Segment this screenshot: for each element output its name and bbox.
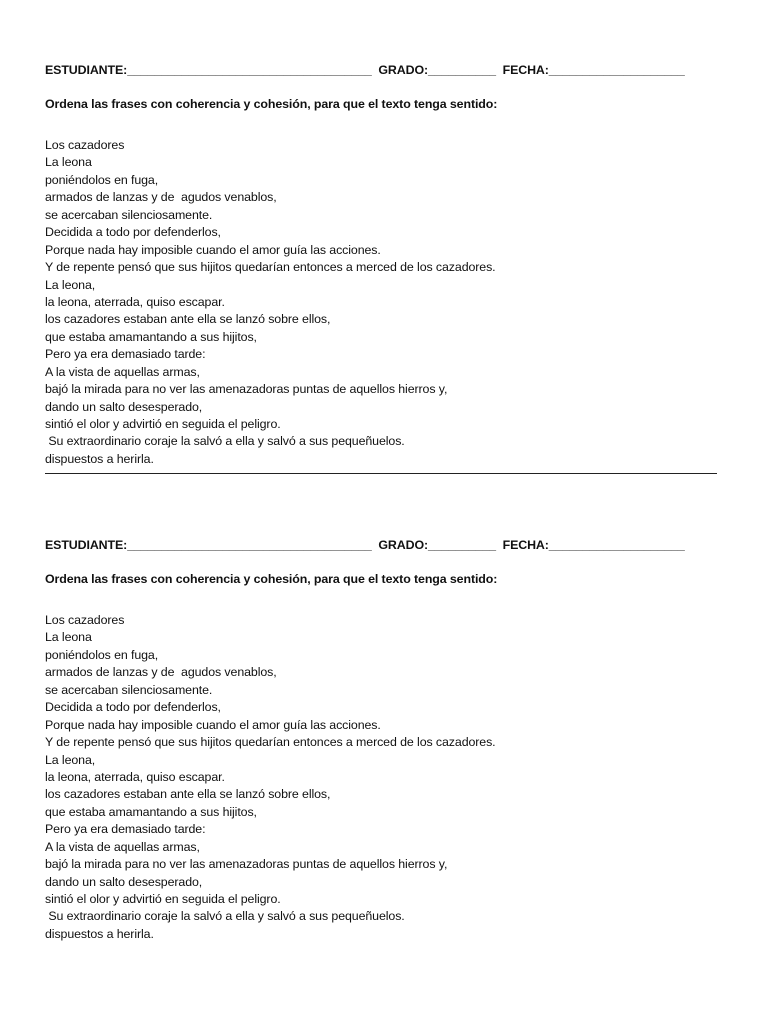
phrase-item: La leona: [45, 630, 92, 645]
phrase-item: dando un salto desesperado,: [45, 399, 203, 414]
phrase-item: sintió el olor y advirtió en seguida el peligro.: [45, 417, 281, 431]
phrase-item: La leona,: [45, 752, 96, 767]
phrase-item: que estaba amamantando a sus hijitos,: [45, 329, 257, 344]
phrase-item: Pero ya era demasiado tarde:: [45, 347, 206, 362]
phrase-item: Su extraordinario coraje la salvó a ella y salvó a sus pequeñuelos.: [45, 909, 405, 924]
phrase-item: que estaba amamantando a sus hijitos,: [45, 804, 257, 819]
phrase-item: la leona, aterrada, quiso escapar.: [45, 769, 225, 784]
phrase-item: dispuestos a herirla.: [45, 926, 154, 941]
phrase-item: A la vista de aquellas armas,: [45, 364, 200, 379]
phrase-item: se acercaban silenciosamente.: [45, 207, 213, 222]
phrase-item: armados de lanzas y de agudos venablos,: [45, 665, 277, 680]
phrase-item: bajó la mirada para no ver las amenazadoras puntas de aquellos hierros y,: [45, 382, 448, 397]
phrase-item: poniéndolos en fuga,: [45, 647, 159, 662]
phrase-item: Los cazadores: [45, 138, 125, 152]
phrase-item: bajó la mirada para no ver las amenazadoras puntas de aquellos hierros y,: [45, 857, 448, 872]
phrase-item: los cazadores estaban ante ella se lanzó sobre ellos,: [45, 787, 331, 802]
phrase-item: la leona, aterrada, quiso escapar.: [45, 294, 225, 309]
phrase-item: Decidida a todo por defenderlos,: [45, 225, 221, 240]
phrase-item: Y de repente pensó que sus hijitos quedarían entonces a merced de los cazadores.: [45, 735, 496, 750]
phrase-item: armados de lanzas y de agudos venablos,: [45, 190, 277, 205]
instruction-text: Ordena las frases con coherencia y cohesión, para que el texto tenga sentido:: [45, 572, 498, 586]
student-info-header: ESTUDIANTE:____________________________________ GRADO:__________ FECHA:____________________: [45, 538, 685, 552]
student-info-header: ESTUDIANTE:____________________________________ GRADO:__________ FECHA:____________________: [45, 63, 685, 77]
phrase-item: Decidida a todo por defenderlos,: [45, 700, 221, 715]
instruction-text: Ordena las frases con coherencia y cohesión, para que el texto tenga sentido:: [45, 97, 498, 111]
phrase-item: Y de repente pensó que sus hijitos quedarían entonces a merced de los cazadores.: [45, 260, 496, 275]
phrase-item: dando un salto desesperado,: [45, 874, 203, 889]
phrase-item: los cazadores estaban ante ella se lanzó sobre ellos,: [45, 312, 331, 327]
phrase-item: A la vista de aquellas armas,: [45, 839, 200, 854]
phrase-item: Porque nada hay imposible cuando el amor guía las acciones.: [45, 242, 381, 257]
phrase-item: Su extraordinario coraje la salvó a ella y salvó a sus pequeñuelos.: [45, 434, 405, 449]
phrase-item: sintió el olor y advirtió en seguida el peligro.: [45, 892, 281, 906]
phrase-item: La leona: [45, 155, 92, 170]
phrase-item: se acercaban silenciosamente.: [45, 682, 213, 697]
cut-separator-line: [45, 473, 717, 474]
phrase-item: dispuestos a herirla.: [45, 451, 154, 466]
phrase-list: [45, 612, 496, 943]
phrase-item: poniéndolos en fuga,: [45, 172, 159, 187]
phrase-item: Porque nada hay imposible cuando el amor guía las acciones.: [45, 717, 381, 732]
phrase-item: La leona,: [45, 277, 96, 292]
phrase-list: [45, 137, 496, 468]
phrase-item: Pero ya era demasiado tarde:: [45, 822, 206, 837]
phrase-item: Los cazadores: [45, 613, 125, 627]
